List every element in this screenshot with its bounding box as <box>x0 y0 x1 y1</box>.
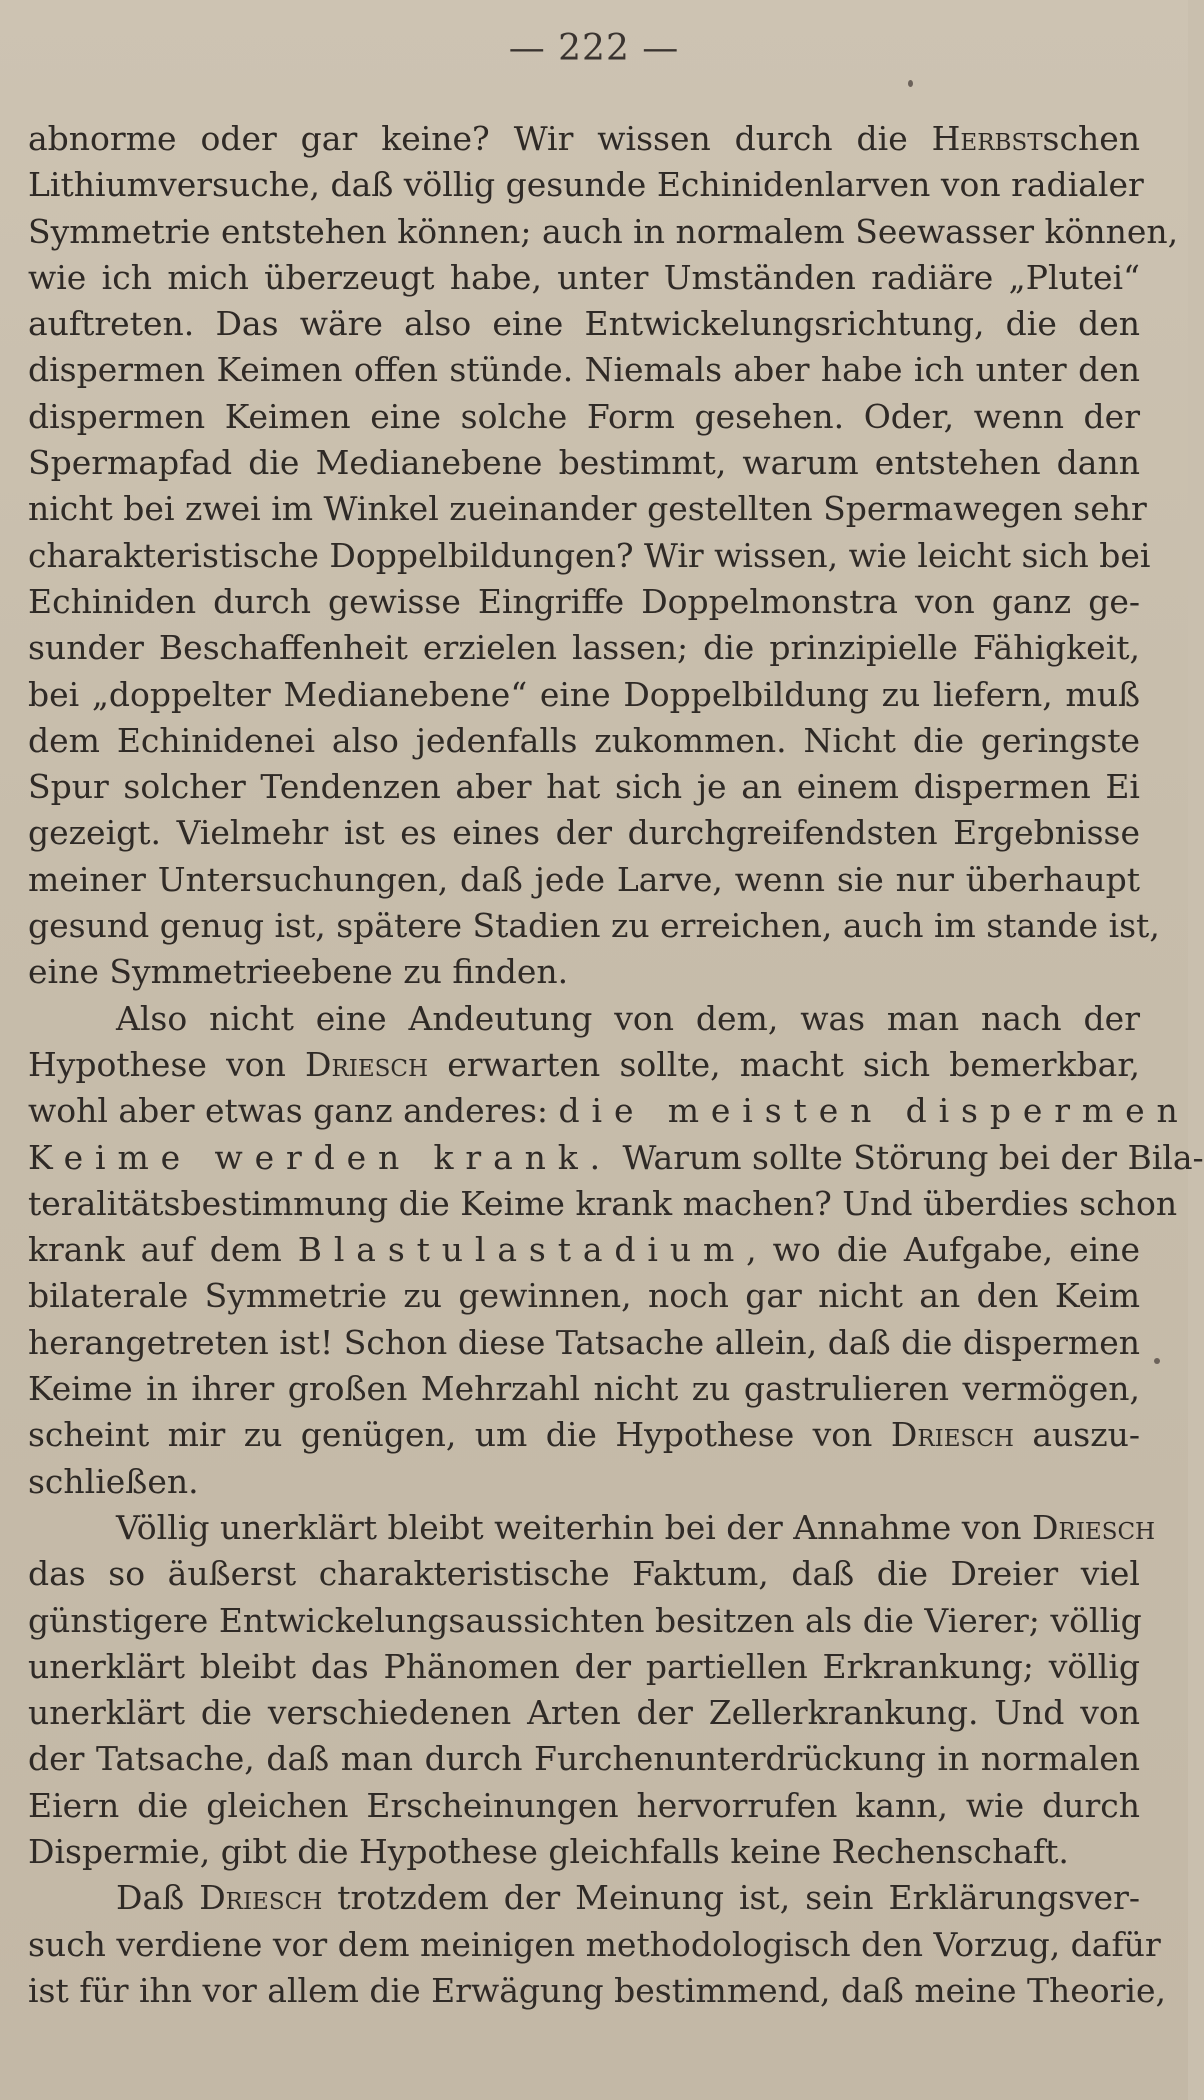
text-run: Warum sollte Störung bei der Bila- <box>612 1137 1204 1177</box>
text-run: wie ich mich überzeugt habe, unter Umständen radiäre „Plutei“ <box>28 257 1140 297</box>
text-run: krank auf dem <box>28 1230 298 1270</box>
author-name-small-caps: Driesch <box>890 1415 1014 1455</box>
text-line <box>28 579 1140 625</box>
text-run: Keime in ihrer großen Mehrzahl nicht zu gastrulieren vermögen, <box>28 1369 1140 1409</box>
author-name-small-caps: Herbst <box>931 119 1043 158</box>
text-line <box>28 1227 1140 1273</box>
text-line <box>28 1366 1140 1412</box>
text-run: das so äußerst charakteristische Faktum, daß die Dreier viel <box>28 1554 1140 1594</box>
text-line <box>28 1042 1140 1088</box>
text-line <box>28 857 1140 903</box>
text-line <box>28 440 1140 486</box>
text-run: scheint mir zu genügen, um die Hypothese von <box>28 1415 891 1455</box>
text-run: trotzdem der Meinung ist, sein Erklärungsver- <box>322 1878 1140 1918</box>
text-run: Daß <box>116 1878 200 1918</box>
text-run: , wo die Aufgabe, eine <box>746 1230 1140 1270</box>
text-run: Völlig unerklärt bleibt weiterhin bei der Annahme von <box>116 1507 1033 1547</box>
text-line <box>28 1412 1140 1458</box>
text-run: schen <box>1042 119 1140 158</box>
text-run: abnorme oder gar keine? Wir wissen durch die <box>28 119 932 158</box>
text-run: Also nicht eine Andeutung von dem, was man nach der <box>116 998 1140 1038</box>
text-run: unerklärt die verschiedenen Arten der Zellerkrankung. Und von <box>28 1693 1140 1733</box>
text-run: eine Symmetrieebene zu finden. <box>28 952 569 992</box>
text-line <box>28 1505 1156 1551</box>
text-run: Echiniden durch gewisse Eingriffe Doppelmonstra von ganz ge- <box>28 581 1140 621</box>
author-name-small-caps: Driesch <box>199 1878 323 1918</box>
emphasis-spaced: die meisten dispermen <box>558 1091 1190 1131</box>
text-run: herangetreten ist! Schon diese Tatsache allein, daß die dispermen <box>28 1322 1140 1362</box>
text-line <box>28 162 1144 208</box>
text-run: günstigere Entwickelungsaussichten besitzen als die Vierer; völlig <box>28 1600 1142 1640</box>
text-line <box>28 1598 1140 1644</box>
emphasis-spaced: Blastulastadium <box>297 1230 747 1270</box>
text-line <box>28 533 1151 579</box>
text-run: auszu- <box>1013 1415 1140 1455</box>
text-run: auftreten. Das wäre also eine Entwickelungsrichtung, die den <box>28 304 1140 344</box>
text-line <box>28 1922 1161 1968</box>
body-text <box>28 116 1204 2014</box>
text-run: sunder Beschaffenheit erzielen lassen; die prinzipielle Fähigkeit, <box>28 628 1140 668</box>
text-line <box>28 672 1140 718</box>
text-line <box>28 903 1160 949</box>
text-run: unerklärt bleibt das Phänomen der partiellen Erkrankung; völlig <box>28 1646 1140 1686</box>
text-run: dispermen Keimen eine solche Form gesehen. Oder, wenn der <box>28 396 1140 436</box>
text-run: wohl aber etwas ganz anderes: <box>28 1091 559 1131</box>
ink-speck <box>908 80 913 87</box>
text-line <box>28 1320 1140 1366</box>
text-line <box>28 1783 1140 1829</box>
text-line <box>28 1135 1204 1181</box>
text-run: charakteristische Doppelbildungen? Wir wissen, wie leicht sich bei <box>28 535 1151 575</box>
text-run: der Tatsache, daß man durch Furchenunterdrückung in normalen <box>28 1739 1140 1779</box>
emphasis-spaced: Keime werden krank. <box>28 1137 613 1177</box>
text-line <box>28 810 1140 856</box>
text-run: teralitätsbestimmung die Keime krank machen? Und überdies schon <box>28 1183 1178 1223</box>
text-run: bilaterale Symmetrie zu gewinnen, noch gar nicht an den Keim <box>28 1276 1140 1316</box>
text-line <box>28 394 1140 440</box>
text-line <box>28 1088 1190 1134</box>
text-run: Spur solcher Tendenzen aber hat sich je an einem dispermen Ei <box>28 767 1140 807</box>
text-line <box>28 1690 1140 1736</box>
text-run: dispermen Keimen offen stünde. Niemals aber habe ich unter den <box>28 350 1140 390</box>
text-line <box>28 996 1140 1042</box>
author-name-small-caps: Driesch <box>305 1044 429 1084</box>
text-run: ist für ihn vor allem die Erwägung bestimmend, daß meine Theorie, <box>28 1970 1166 2010</box>
text-run: gezeigt. Vielmehr ist es eines der durchgreifendsten Ergebnisse <box>28 813 1140 853</box>
text-run: schließen. <box>28 1461 199 1501</box>
text-run: gesund genug ist, spätere Stadien zu erreichen, auch im stande ist, <box>28 906 1160 946</box>
text-line <box>28 347 1140 393</box>
text-line <box>28 625 1140 671</box>
text-run: Lithiumversuche, daß völlig gesunde Echinidenlarven von radialer <box>28 165 1144 205</box>
text-line <box>28 1551 1140 1597</box>
text-line <box>28 718 1140 764</box>
text-run: dem Echinidenei also jedenfalls zukommen. Nicht die geringste <box>28 720 1140 760</box>
text-line <box>28 1968 1166 2014</box>
page-number: — 222 — <box>508 28 680 69</box>
text-line <box>28 764 1140 810</box>
text-line <box>28 116 1140 162</box>
text-line <box>28 949 1140 995</box>
text-line <box>28 1644 1140 1690</box>
text-run: such verdiene vor dem meinigen methodologisch den Vorzug, dafür <box>28 1924 1161 1964</box>
text-line <box>28 1829 1140 1875</box>
text-line <box>28 209 1179 255</box>
text-line <box>28 255 1140 301</box>
text-line <box>28 486 1147 532</box>
text-run: Symmetrie entstehen können; auch in normalem Seewasser können, <box>28 211 1179 251</box>
text-run: Spermapfad die Medianebene bestimmt, warum entstehen dann <box>28 443 1140 483</box>
text-run: meiner Untersuchungen, daß jede Larve, wenn sie nur überhaupt <box>28 859 1140 899</box>
text-line <box>28 1875 1140 1921</box>
author-name-small-caps: Driesch <box>1032 1507 1156 1547</box>
text-run: Hypothese von <box>28 1044 306 1084</box>
text-line <box>28 301 1140 347</box>
text-run: Dispermie, gibt die Hypothese gleichfalls keine Rechenschaft. <box>28 1831 1069 1871</box>
text-line <box>28 1736 1140 1782</box>
text-line <box>28 1273 1140 1319</box>
text-run: Eiern die gleichen Erscheinungen hervorrufen kann, wie durch <box>28 1785 1140 1825</box>
text-run: erwarten sollte, macht sich bemerkbar, <box>428 1044 1140 1084</box>
text-run: bei „doppelter Medianebene“ eine Doppelbildung zu liefern, muß <box>28 674 1140 714</box>
ink-speck <box>1154 1358 1160 1364</box>
text-run: nicht bei zwei im Winkel zueinander gestellten Spermawegen sehr <box>28 489 1147 529</box>
text-line <box>28 1459 1140 1505</box>
text-line <box>28 1181 1178 1227</box>
